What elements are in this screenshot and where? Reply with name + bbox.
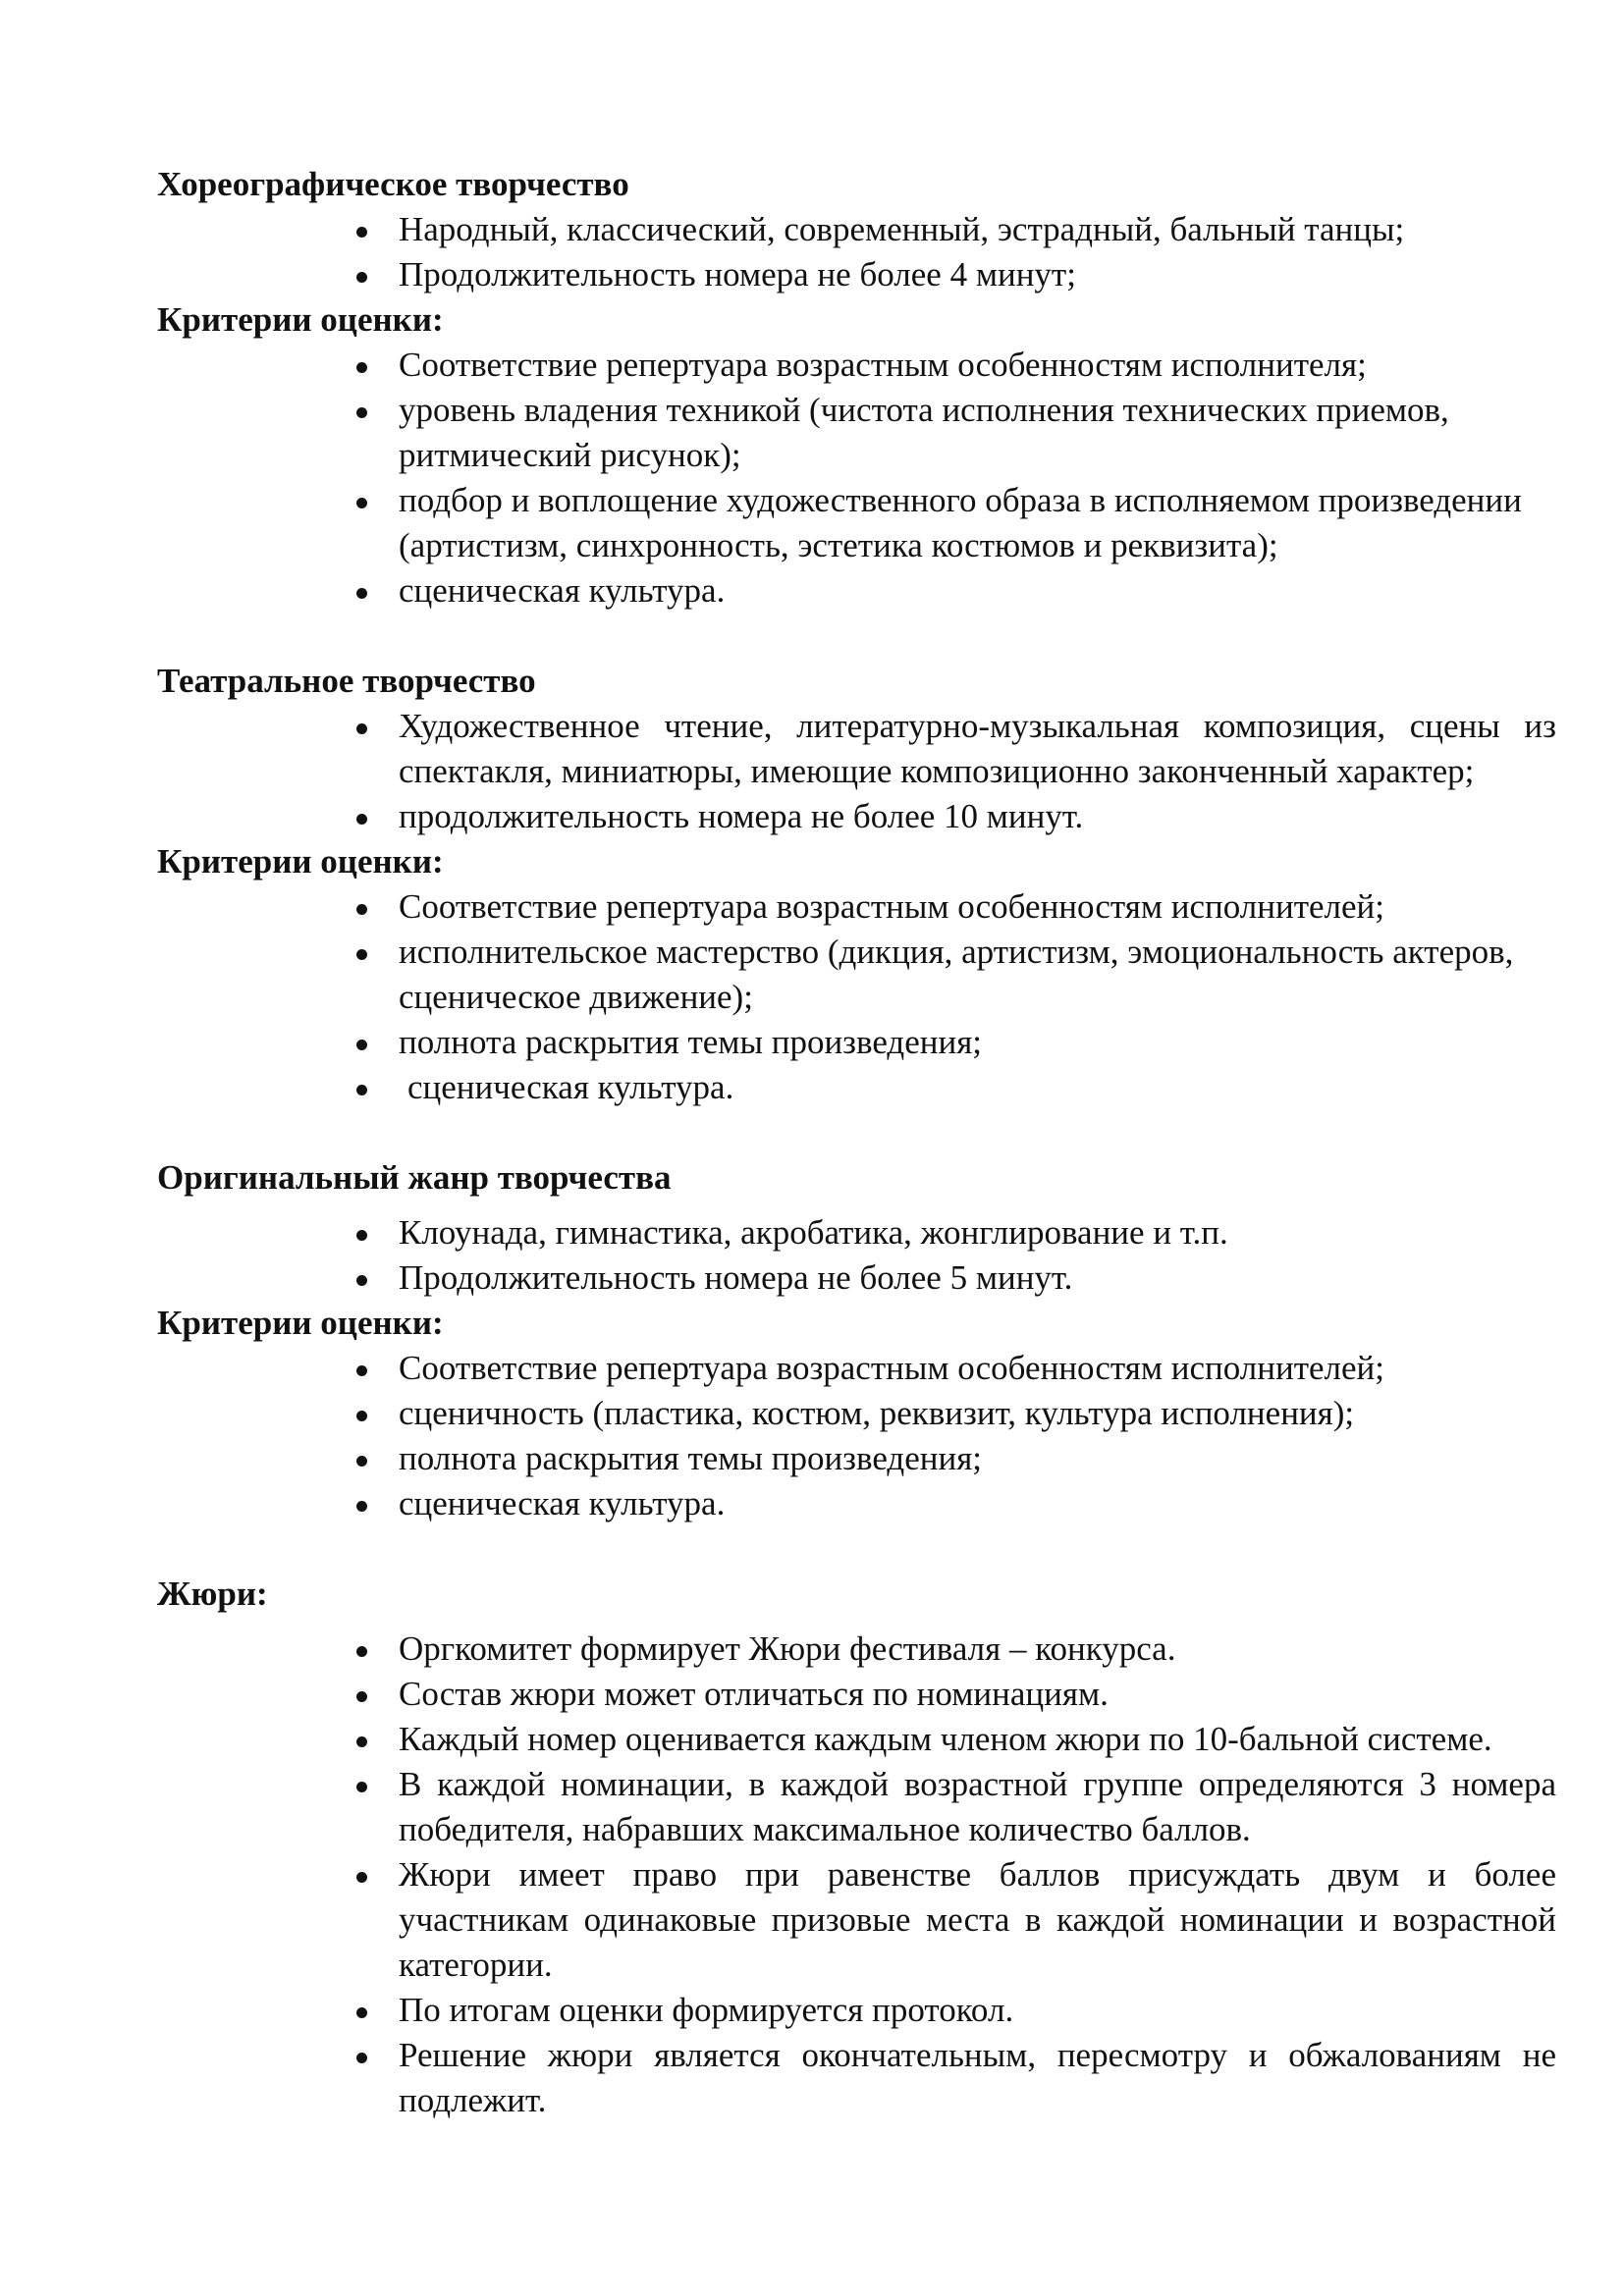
- bullet-icon: [356, 1872, 367, 1883]
- bullet-icon: [356, 2053, 367, 2063]
- bullet-icon: [356, 723, 367, 734]
- requirements-list: [157, 207, 1556, 297]
- section-jury: [157, 1572, 1556, 2123]
- bullet-icon: [356, 272, 367, 283]
- bullet-icon: [356, 904, 367, 915]
- list-item: Состав жюри может отличаться по номинациям.: [157, 1672, 1556, 1717]
- bullet-icon: [356, 1411, 367, 1421]
- bullet-icon: [356, 362, 367, 373]
- list-item: продолжительность номера не более 10 минут.: [157, 794, 1556, 839]
- section-title: Хореографическое творчество: [157, 165, 629, 203]
- list-item: сценическая культура.: [157, 1065, 1556, 1110]
- spacer: [157, 1201, 1556, 1210]
- bullet-icon: [356, 1501, 367, 1512]
- list-item: Клоунада, гимнастика, акробатика, жонглирование и т.п.: [157, 1210, 1556, 1255]
- list-item: По итогам оценки формируется протокол.: [157, 1988, 1556, 2033]
- requirements-list: [157, 1210, 1556, 1301]
- criteria-list: [157, 884, 1556, 1110]
- list-item: Продолжительность номера не более 5 минут.: [157, 1255, 1556, 1301]
- list-item: Решение жюри является окончательным, пересмотру и обжалованиям не подлежит.: [157, 2033, 1556, 2123]
- section-choreography: [157, 162, 1556, 614]
- spacer: [157, 1110, 1556, 1155]
- criteria-title: Критерии оценки:: [157, 1304, 444, 1342]
- list-item: подбор и воплощение художественного образа в исполняемом произведении (артистизм, синхронность, эстетика костюмов и реквизита);: [157, 478, 1556, 568]
- list-item: В каждой номинации, в каждой возрастной группе определяются 3 номера победителя, набравших максимальное количество баллов.: [157, 1762, 1556, 1852]
- list-item: сценическая культура.: [157, 568, 1556, 614]
- section-theatre: [157, 659, 1556, 1110]
- bullet-icon: [356, 1646, 367, 1657]
- spacer: [157, 1526, 1556, 1572]
- bullet-icon: [356, 1275, 367, 1286]
- list-item: полнота раскрытия темы произведения;: [157, 1436, 1556, 1481]
- section-title: Жюри:: [157, 1575, 268, 1613]
- criteria-list: [157, 1346, 1556, 1526]
- bullet-icon: [356, 1040, 367, 1050]
- section-title: Оригинальный жанр творчества: [157, 1158, 672, 1197]
- bullet-icon: [356, 588, 367, 599]
- list-item: Соответствие репертуара возрастным особенностям исполнителей;: [157, 884, 1556, 930]
- bullet-icon: [356, 2007, 367, 2018]
- document-content: [157, 162, 1556, 2123]
- bullet-icon: [356, 1456, 367, 1467]
- list-item: Соответствие репертуара возрастным особенностям исполнителя;: [157, 343, 1556, 388]
- bullet-icon: [356, 1691, 367, 1702]
- list-item: сценическая культура.: [157, 1481, 1556, 1526]
- list-item: Оргкомитет формирует Жюри фестиваля – конкурса.: [157, 1627, 1556, 1672]
- spacer: [157, 614, 1556, 659]
- list-item: Жюри имеет право при равенстве баллов присуждать двум и более участникам одинаковые призовые места в каждой номинации и возрастной категории.: [157, 1852, 1556, 1988]
- criteria-list: [157, 343, 1556, 614]
- bullet-icon: [356, 1230, 367, 1241]
- bullet-icon: [356, 814, 367, 825]
- list-item: Художественное чтение, литературно-музыкальная композиция, сцены из спектакля, миниатюры, имеющие композиционно законченный характер;: [157, 704, 1556, 794]
- list-item: сценичность (пластика, костюм, реквизит, культура исполнения);: [157, 1391, 1556, 1436]
- list-item: Продолжительность номера не более 4 минут;: [157, 252, 1556, 297]
- bullet-icon: [356, 227, 367, 238]
- criteria-title: Критерии оценки:: [157, 300, 444, 339]
- section-title: Театральное творчество: [157, 662, 536, 700]
- requirements-list: [157, 704, 1556, 839]
- bullet-icon: [356, 407, 367, 418]
- section-original-genre: [157, 1155, 1556, 1526]
- bullet-icon: [356, 1365, 367, 1376]
- jury-list: [157, 1627, 1556, 2123]
- criteria-title: Критерии оценки:: [157, 842, 444, 881]
- list-item: Каждый номер оценивается каждым членом жюри по 10-бальной системе.: [157, 1717, 1556, 1762]
- list-item: Соответствие репертуара возрастным особенностям исполнителей;: [157, 1346, 1556, 1391]
- bullet-icon: [356, 1736, 367, 1747]
- list-item: уровень владения техникой (чистота исполнения технических приемов, ритмический рисунок);: [157, 388, 1556, 478]
- list-item: исполнительское мастерство (дикция, артистизм, эмоциональность актеров, сценическое движение);: [157, 930, 1556, 1020]
- list-item: Народный, классический, современный, эстрадный, бальный танцы;: [157, 207, 1556, 252]
- bullet-icon: [356, 498, 367, 508]
- bullet-icon: [356, 1782, 367, 1792]
- list-item: полнота раскрытия темы произведения;: [157, 1020, 1556, 1065]
- spacer: [157, 1617, 1556, 1627]
- bullet-icon: [356, 949, 367, 960]
- bullet-icon: [356, 1085, 367, 1095]
